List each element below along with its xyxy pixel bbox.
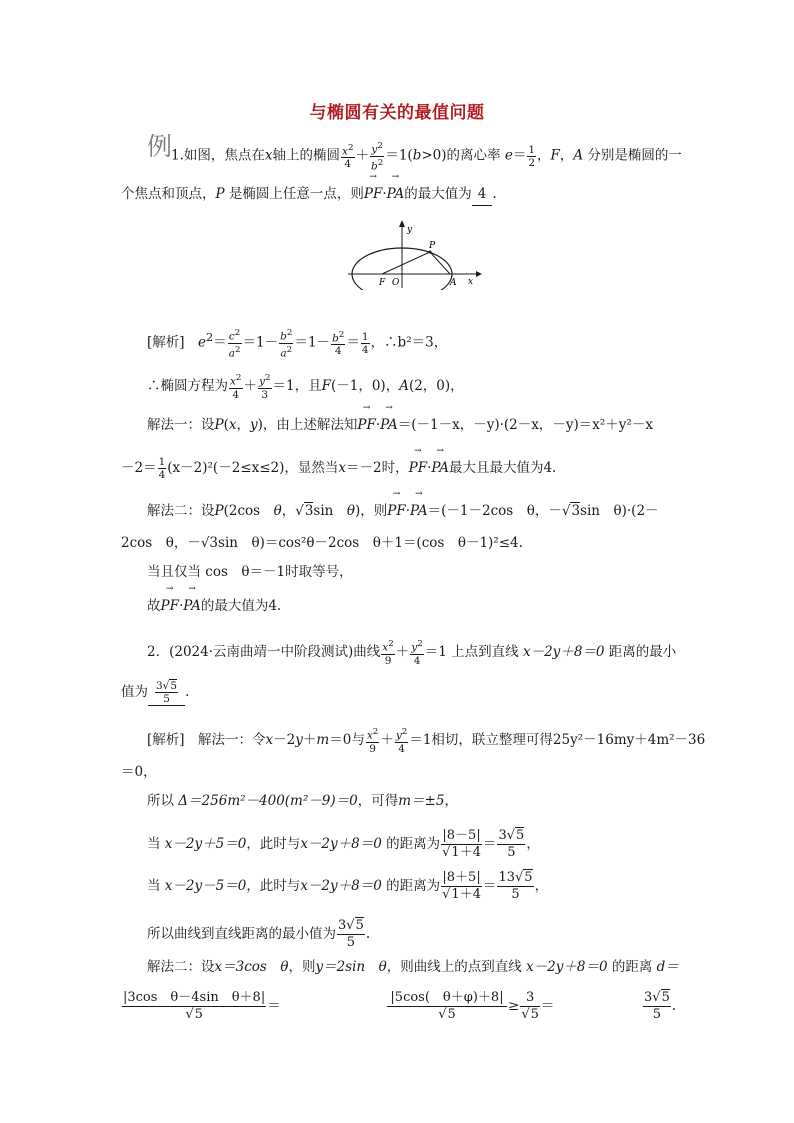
answer-blank: 4: [472, 183, 493, 206]
problem-2-line-2: 值为 $\frac{3√5}{5}$ .: [121, 680, 190, 705]
y-axis-arrow: [399, 220, 405, 227]
solution-1-line-6: 2cos θ，－√3sin θ)＝cos²θ－2cos θ＋1＝(cos θ－1)²≤4.: [121, 535, 523, 551]
segment-pf: [382, 252, 430, 274]
solution-1-line-7: 当且仅当 cos θ＝－1时取等号，: [147, 564, 353, 580]
problem-1-line-1: 1.如图，焦点在x轴上的椭圆 $\frac{x^2}{4}$ ＋ $\frac{y^2}{b^2}$ ＝1(b>0)的离心率 e＝ $\frac{1}{2}$ ，F，A 分别是椭圆的一: [171, 141, 682, 172]
answer-blank-2: $\frac{3√5}{5}$: [148, 680, 185, 706]
example-mark: 例: [147, 132, 173, 161]
solution-2-line-5: 当 x－2y－5＝0，此时与x－2y＋8＝0 的距离为 $\frac{|8+5|}{√1+4}$ ＝ $\frac{13√5}{5}$ ，: [147, 870, 549, 902]
label-p: P: [429, 241, 436, 251]
solution-2-line-7: 解法二：设x＝3cos θ，则y＝2sin θ，则曲线上的点到直线 x－2y＋8＝0 的距离 d＝: [147, 959, 679, 975]
ellipse-figure: [344, 218, 484, 290]
solution-2-line-1: [解析] 解法一：令x－2y＋m＝0与 $\frac{x^2}{9}$ ＋ $\frac{y^2}{4}$ ＝1相切，联立整理可得25y²－16my＋4m²－36: [147, 727, 706, 755]
problem-1-line-2: 个焦点和顶点，P 是椭圆上任意一点，则→ PF·→ PA的最大值为 4 .: [121, 183, 497, 206]
label-f: F: [379, 278, 386, 288]
solution-1-line-5: 解法二：设P(2cos θ，√3sin θ)，则→ PF·→ PA＝(－1－2cos θ，－√3sin θ)·(2－: [147, 500, 659, 522]
solution-2-line-8-part-1: $\frac{\text{|3cos θ－4sin θ＋8|}}{√5}$ ＝: [123, 990, 281, 1022]
solution-1-line-8: 故→ PF·→ PA的最大值为4.: [147, 595, 281, 617]
solution-1-line-2: ∴椭圆方程为 $\frac{x^2}{4}$ ＋ $\frac{y^2}{3}$ ＝1，且F(－1，0)，A(2，0)，: [147, 373, 464, 401]
solution-1-line-3: 解法一：设P(x，y)，由上述解法知→ PF·→ PA＝(－1－x，－y)·(2－x，－y)＝x²＋y²－x: [147, 414, 653, 436]
solution-2-line-8-part-2: $\frac{|5\cos( \theta+\varphi)+8|}{√5}$ ≥ $\frac{3}{√5}$ ＝: [386, 990, 554, 1023]
solution-2-line-6: 所以曲线到直线距离的最小值为 $\frac{3√5}{5}$ .: [147, 918, 371, 950]
solution-2-line-2: ＝0，: [121, 764, 157, 780]
solution-1-line-1: [解析] $e^2=$ $\frac{c^2}{a^2}$ ＝1－ $\frac{b^2}{a^2}$ ＝1－ $\frac{b^2}{4}$ ＝ $\frac{1}{4}$ ，∴b²＝3，: [147, 328, 448, 359]
label-x: x: [468, 277, 474, 287]
label-o: O: [392, 278, 400, 288]
solution-2-line-4: 当 x－2y＋5＝0，此时与x－2y＋8＝0 的距离为 $\frac{|8-5|}{√1+4}$ ＝ $\frac{3√5}{5}$ ，: [147, 828, 540, 860]
page-title: 与椭圆有关的最值问题: [309, 103, 485, 123]
solution-1-line-4: －2＝ $\frac{1}{4}$ (x－2)²(－2≤x≤2)，显然当x＝－2时，→ PF·→ PA最大且最大值为4.: [121, 456, 556, 481]
solution-2-line-8-part-3: $\frac{3√5}{5}$ .: [644, 990, 677, 1022]
label-y: y: [407, 225, 413, 235]
problem-2-line-1: 2．(2024·云南曲靖一中阶段测试)曲线 $\frac{x^2}{9}$ ＋ $\frac{y^2}{4}$ ＝1 上点到直线 x－2y＋8＝0 距离的最小: [147, 639, 677, 667]
x-axis-arrow: [476, 271, 482, 277]
solution-2-line-3: 所以 Δ＝256m²－400(m²－9)＝0，可得m＝±5，: [147, 793, 458, 809]
label-a: A: [450, 278, 457, 288]
